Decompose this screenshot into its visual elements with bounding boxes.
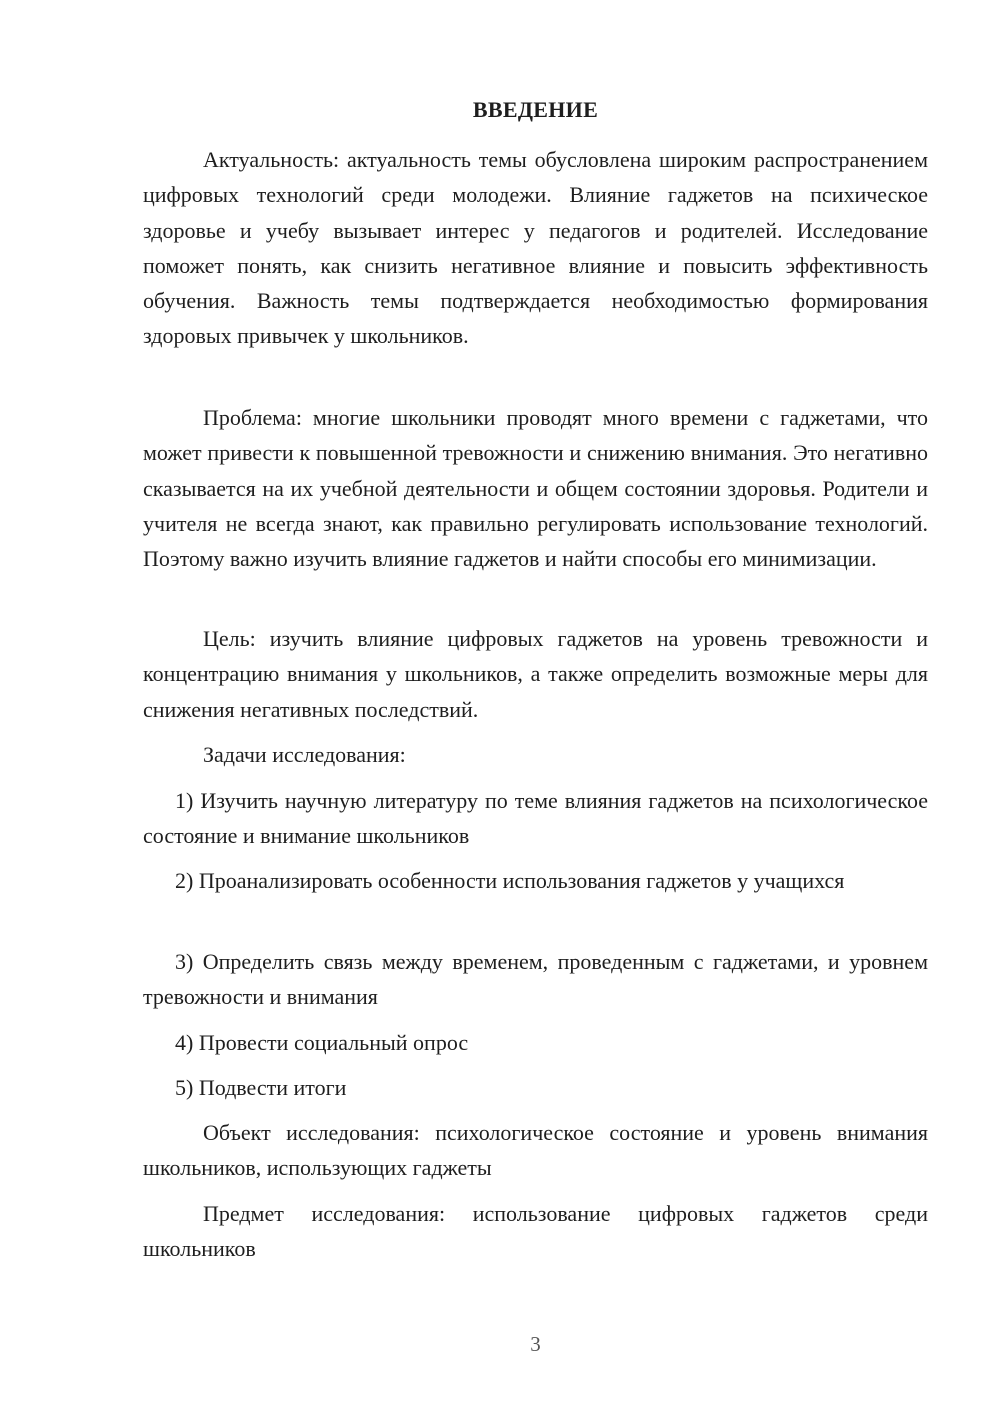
task-item-3: 3) Определить связь между временем, проведенным с гаджетами, и уровнем тревожности и внимания xyxy=(143,949,928,1010)
paragraph-problem: Проблема: многие школьники проводят много времени с гаджетами, что может привести к повышенной тревожности и снижению внимания. Это негативно сказывается на их учебной деятельности и общем состоянии здоровья. Родители и учителя не всегда знают, как правильно регулировать использование технологий. Поэтому важно изучить влияние гаджетов и найти способы его минимизации. xyxy=(143,405,928,572)
paragraph-relevance: Актуальность: актуальность темы обусловлена широким распространением цифровых технологий среди молодежи. Влияние гаджетов на психическое здоровье и учебу вызывает интерес у педагогов и родителей. Исследование поможет понять, как снизить негативное влияние и повысить эффективность обучения. Важность темы подтверждается необходимостью формирования здоровых привычек у школьников. xyxy=(143,147,928,349)
task-item-4: 4) Провести социальный опрос xyxy=(175,1030,469,1055)
paragraph-object: Объект исследования: психологическое состояние и уровень внимания школьников, использующих гаджеты xyxy=(143,1120,928,1181)
task-item-1: 1) Изучить научную литературу по теме влияния гаджетов на психологическое состояние и внимание школьников xyxy=(143,788,928,849)
paragraph-tasks-heading: Задачи исследования: xyxy=(203,742,406,767)
task-item-2: 2) Проанализировать особенности использования гаджетов у учащихся xyxy=(175,868,845,893)
paragraph-goal: Цель: изучить влияние цифровых гаджетов на уровень тревожности и концентрацию внимания у школьников, а также определить возможные меры для снижения негативных последствий. xyxy=(143,626,928,722)
task-item-5: 5) Подвести итоги xyxy=(175,1075,347,1100)
document-page xyxy=(143,0,928,1414)
section-title: ВВЕДЕНИЕ xyxy=(472,97,599,122)
page-number: 3 xyxy=(530,1332,541,1356)
paragraph-subject: Предмет исследования: использование цифровых гаджетов среди школьников xyxy=(143,1201,928,1262)
